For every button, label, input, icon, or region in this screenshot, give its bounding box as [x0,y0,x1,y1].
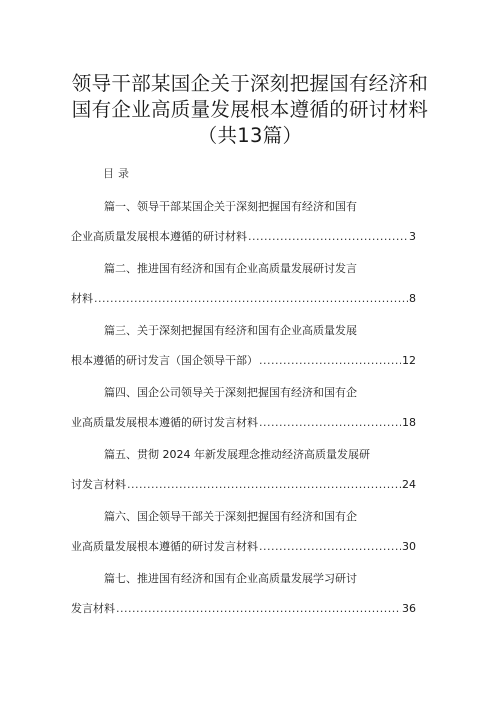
toc-entry-title-continued: 发言材料 [71,602,115,615]
toc-entry-title: 篇七、推进国有经济和国有企业高质量发展学习研讨 [104,572,357,585]
toc-entry[interactable] [71,502,416,564]
toc-entry-title-continued: 业高质量发展根本遵循的研讨发言材料 [71,540,258,553]
toc-entry-title: 篇四、国企公司领导关于深刻把握国有经济和国有企 [104,386,357,399]
toc-entry[interactable] [71,564,416,626]
toc-leader-dots [259,346,401,376]
toc-entry-title: 篇六、国企领导干部关于深刻把握国有经济和国有企 [104,510,357,523]
document-title-line-1: 领导干部某国企关于深刻把握国有经济和 [71,72,429,95]
toc-entry-title-continued: 材料 [71,292,93,305]
toc-leader-dots [259,408,401,438]
toc-leader-dots [248,222,408,252]
toc-entry[interactable] [71,440,416,502]
toc-entry[interactable] [71,192,416,254]
toc-page-number: 36 [402,602,416,615]
toc-entry[interactable] [71,378,416,440]
toc-entry-title-continued: 讨发言材料 [71,478,126,491]
toc-entry-title-continued: 业高质量发展根本遵循的研讨发言材料 [71,416,258,429]
toc-entry-title: 篇五、贯彻 2024 年新发展理念推动经济高质量发展研 [104,448,370,461]
toc-leader-dots [94,284,408,314]
toc-entry-title: 篇二、推进国有经济和国有企业高质量发展研讨发言 [104,262,357,275]
toc-entry-title: 篇一、领导干部某国企关于深刻把握国有经济和国有 [104,200,357,213]
toc-page-number: 24 [402,478,416,491]
toc-page-number: 12 [402,354,416,367]
table-of-contents [71,192,416,626]
toc-leader-dots [116,594,401,624]
toc-entry-title: 篇三、关于深刻把握国有经济和国有企业高质量发展 [104,324,357,337]
toc-page-number: 18 [402,416,416,429]
toc-page-number: 8 [409,292,416,305]
toc-entry[interactable] [71,316,416,378]
toc-entry[interactable] [71,254,416,316]
document-title-line-2: 国有企业高质量发展根本遵循的研讨材料 [71,98,429,121]
toc-page-number: 3 [409,230,416,243]
toc-leader-dots [259,532,401,562]
toc-entry-title-continued: 根本遵循的研讨发言（国企领导干部） [71,354,258,367]
toc-heading: 目录 [103,167,133,180]
document-title-count: （共13篇） [197,124,303,147]
toc-entry-title-continued: 企业高质量发展根本遵循的研讨材料 [71,230,247,243]
toc-page-number: 30 [402,540,416,553]
toc-leader-dots [127,470,401,500]
